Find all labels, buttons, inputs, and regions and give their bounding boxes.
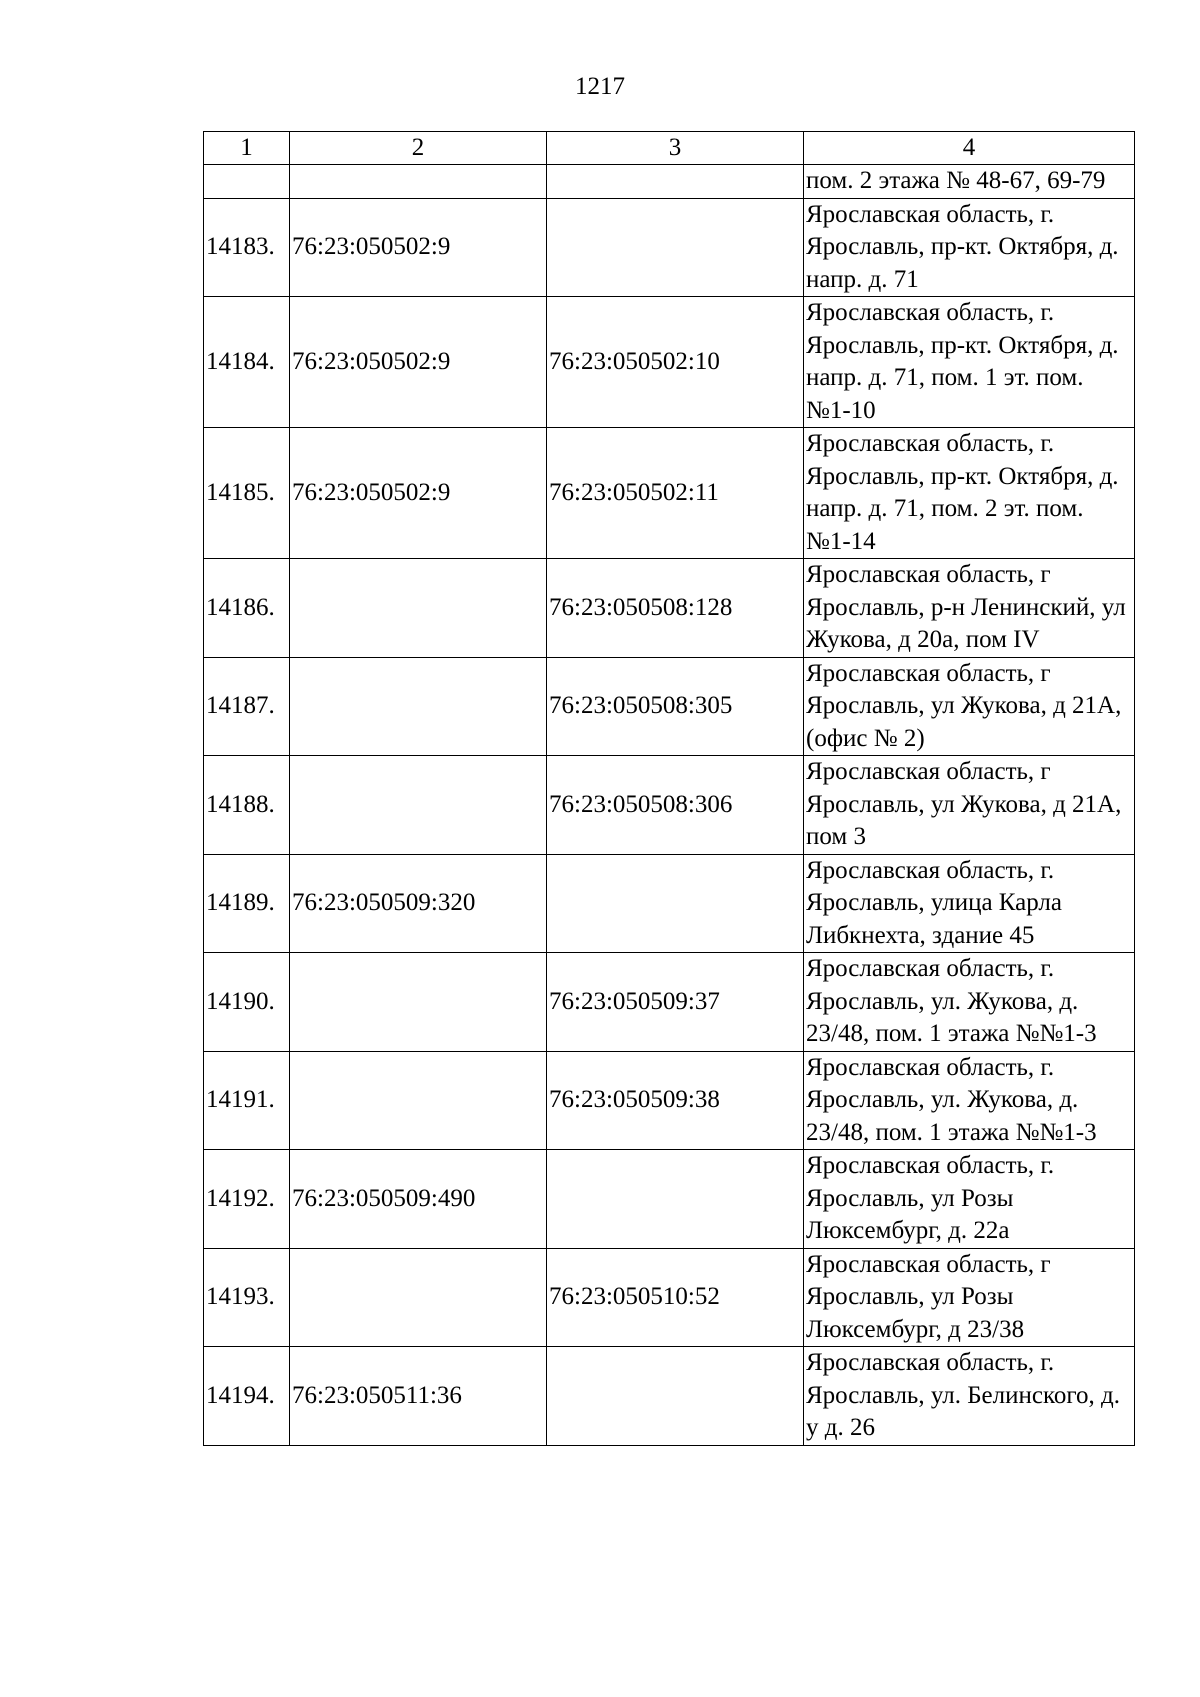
land-cadastral-number: 76:23:050502:9 [290, 428, 547, 559]
table-row [204, 854, 1135, 953]
address-cell: Ярославская область, г Ярославль, ул Розы Люксембург, д 23/38 [804, 1248, 1135, 1347]
table-row [204, 1051, 1135, 1150]
land-cadastral-number: 76:23:050509:320 [290, 854, 547, 953]
row-number: 14185. [204, 428, 290, 559]
address-cell: Ярославская область, г. Ярославль, улица Карла Либкнехта, здание 45 [804, 854, 1135, 953]
address-cell: Ярославская область, г Ярославль, р-н Ленинский, ул Жукова, д 20а, пом IV [804, 559, 1135, 658]
table-row [204, 297, 1135, 428]
row-number [204, 165, 290, 199]
address-cell: пом. 2 этажа № 48-67, 69-79 [804, 165, 1135, 199]
header-col-3: 3 [547, 132, 804, 165]
row-number: 14184. [204, 297, 290, 428]
address-cell: Ярославская область, г. Ярославль, ул. Жукова, д. 23/48, пом. 1 этажа №№1-3 [804, 953, 1135, 1052]
table-row [204, 559, 1135, 658]
address-cell: Ярославская область, г. Ярославль, ул. Белинского, д. у д. 26 [804, 1347, 1135, 1446]
table-row [204, 657, 1135, 756]
header-col-4: 4 [804, 132, 1135, 165]
object-cadastral-number: 76:23:050509:38 [547, 1051, 804, 1150]
row-number: 14193. [204, 1248, 290, 1347]
object-cadastral-number [547, 165, 804, 199]
land-cadastral-number [290, 756, 547, 855]
table-row [204, 1347, 1135, 1446]
object-cadastral-number [547, 1150, 804, 1249]
row-number: 14190. [204, 953, 290, 1052]
land-cadastral-number: 76:23:050502:9 [290, 198, 547, 297]
row-number: 14191. [204, 1051, 290, 1150]
land-cadastral-number: 76:23:050509:490 [290, 1150, 547, 1249]
land-cadastral-number [290, 1051, 547, 1150]
object-cadastral-number [547, 1347, 804, 1446]
header-col-1: 1 [204, 132, 290, 165]
table-row [204, 428, 1135, 559]
object-cadastral-number: 76:23:050508:128 [547, 559, 804, 658]
address-cell: Ярославская область, г. Ярославль, ул. Жукова, д. 23/48, пом. 1 этажа №№1-3 [804, 1051, 1135, 1150]
table-row [204, 198, 1135, 297]
row-number: 14187. [204, 657, 290, 756]
object-cadastral-number: 76:23:050510:52 [547, 1248, 804, 1347]
land-cadastral-number [290, 1248, 547, 1347]
object-cadastral-number: 76:23:050508:306 [547, 756, 804, 855]
land-cadastral-number [290, 657, 547, 756]
registry-table [203, 131, 1135, 1446]
row-number: 14189. [204, 854, 290, 953]
address-cell: Ярославская область, г. Ярославль, пр-кт. Октября, д. напр. д. 71 [804, 198, 1135, 297]
row-number: 14186. [204, 559, 290, 658]
address-cell: Ярославская область, г. Ярославль, пр-кт. Октября, д. напр. д. 71, пом. 2 эт. пом. №1-14 [804, 428, 1135, 559]
object-cadastral-number: 76:23:050502:10 [547, 297, 804, 428]
table-row [204, 1248, 1135, 1347]
row-number: 14188. [204, 756, 290, 855]
land-cadastral-number [290, 559, 547, 658]
object-cadastral-number: 76:23:050508:305 [547, 657, 804, 756]
page-number: 1217 [575, 73, 625, 100]
address-cell: Ярославская область, г Ярославль, ул Жукова, д 21А, пом 3 [804, 756, 1135, 855]
table-row [204, 756, 1135, 855]
land-cadastral-number: 76:23:050511:36 [290, 1347, 547, 1446]
object-cadastral-number [547, 854, 804, 953]
row-number: 14183. [204, 198, 290, 297]
row-number: 14192. [204, 1150, 290, 1249]
row-number: 14194. [204, 1347, 290, 1446]
address-cell: Ярославская область, г. Ярославль, пр-кт. Октября, д. напр. д. 71, пом. 1 эт. пом. №1-10 [804, 297, 1135, 428]
address-cell: Ярославская область, г Ярославль, ул Жукова, д 21А, (офис № 2) [804, 657, 1135, 756]
object-cadastral-number: 76:23:050502:11 [547, 428, 804, 559]
table-row [204, 1150, 1135, 1249]
land-cadastral-number [290, 165, 547, 199]
land-cadastral-number: 76:23:050502:9 [290, 297, 547, 428]
land-cadastral-number [290, 953, 547, 1052]
address-cell: Ярославская область, г. Ярославль, ул Розы Люксембург, д. 22а [804, 1150, 1135, 1249]
object-cadastral-number [547, 198, 804, 297]
header-row [204, 132, 1135, 165]
object-cadastral-number: 76:23:050509:37 [547, 953, 804, 1052]
table-row [204, 953, 1135, 1052]
header-col-2: 2 [290, 132, 547, 165]
table-row [204, 165, 1135, 199]
